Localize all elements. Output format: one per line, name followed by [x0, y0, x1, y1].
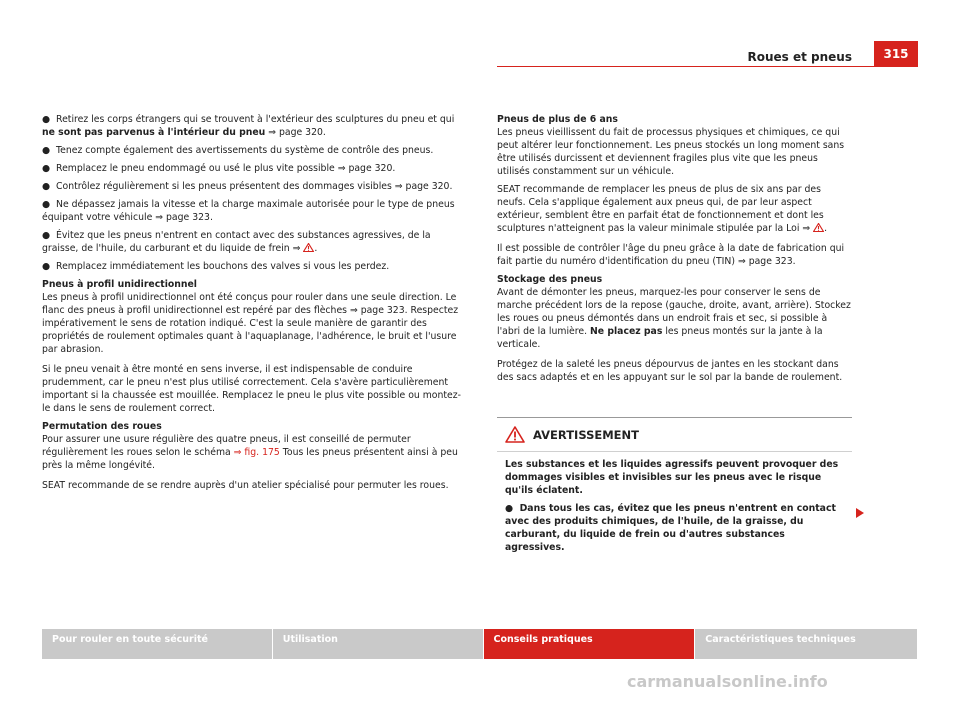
list-item: ● Contrôlez régulièrement si les pneus présentent des dommages visibles ⇒ page 320.: [42, 181, 453, 192]
warning-body: [497, 452, 852, 554]
list-item: ● Ne dépassez jamais la vitesse et la charge maximale autorisée pour le type de pneus équipant votre véhicule ⇒ page 323.: [42, 199, 455, 223]
section-heading-old-tyres: Pneus de plus de 6 ans: [497, 114, 618, 125]
paragraph-inverse: Si le pneu venait à être monté en sens inverse, il est indispensable de conduire prudemment, car le pneu n'est plus utilisé correctement. Cela s'avère particulièrement important si la chaussée est mouillée. Remplacez le pneu le plus vite possible ou montez-le dans le sens de roulement correct.: [42, 364, 461, 414]
warning-title: AVERTISSEMENT: [533, 427, 640, 442]
paragraph-tin: Il est possible de contrôler l'âge du pneu grâce à la date de fabrication qui fait partie du numéro d'identification du pneu (TIN) ⇒ page 323.: [497, 243, 845, 267]
warning-header: [497, 418, 852, 452]
right-column: [497, 113, 852, 389]
page-number: 315: [874, 41, 918, 67]
paragraph-old-tyres: Les pneus vieillissent du fait de processus physiques et chimiques, ce qui peut altérer leur fonctionnement. Les pneus stockés un long moment sans être utilisés durcissent et deviennent fragiles plus vite que les pneus utilisés constamment sur un véhicule.: [497, 127, 845, 177]
tab-technical-specs[interactable]: Caractéristiques techniques: [695, 629, 917, 659]
warning-triangle-icon[interactable]: [303, 243, 314, 252]
tab-practical-tips[interactable]: Conseils pratiques: [484, 629, 695, 659]
left-column: [42, 113, 466, 497]
warning-bullet: ● Dans tous les cas, évitez que les pneus n'entrent en contact avec des produits chimiques, de l'huile, de la graisse, du carburant, du liquide de frein ou d'autres substances agressives.: [505, 503, 836, 553]
tab-safety[interactable]: Pour rouler en toute sécurité: [42, 629, 272, 659]
paragraph-seat-rotation: SEAT recommande de se rendre auprès d'un atelier spécialisé pour permuter les roues.: [42, 480, 449, 491]
footer-nav: [42, 629, 918, 659]
continue-arrow-icon: [856, 508, 864, 518]
warning-triangle-icon[interactable]: [813, 223, 824, 232]
list-item: ● Retirez les corps étrangers qui se trouvent à l'extérieur des sculptures du pneu et qui ne sont pas parvenus à l'intérieur du pneu ⇒ page 320.: [42, 114, 455, 138]
section-heading-storage: Stockage des pneus: [497, 274, 603, 285]
paragraph-rotation: Pour assurer une usure régulière des quatre pneus, il est conseillé de permuter régulièrement les roues selon le schéma ⇒ fig. 175 Tous les pneus présentent ainsi à peu près la même longévité.: [42, 434, 458, 471]
paragraph-seat-replace: SEAT recommande de remplacer les pneus de plus de six ans par des neufs. Cela s'applique également aux pneus qui, de par leur aspect extérieur, semblent être en parfait état de fonctionnement et dont les sculptures n'atteignent pas la valeur minimale stipulée par la Loi ⇒ .: [497, 184, 828, 234]
list-item: ● Remplacez le pneu endommagé ou usé le plus vite possible ⇒ page 320.: [42, 163, 396, 174]
section-heading-unidirectional: Pneus à profil unidirectionnel: [42, 279, 197, 290]
warning-triangle-icon: [505, 426, 525, 443]
paragraph-protect: Protégez de la saleté les pneus dépourvus de jantes en les stockant dans des sacs adaptés et en les appuyant sur le sol par la bande de roulement.: [497, 359, 843, 383]
paragraph-storage: Avant de démonter les pneus, marquez-les pour conserver le sens de marche précédent lors de la repose (gauche, droite, avant, arrière). Stockez les roues ou pneus démontés dans un endroit frais et sec, si possible à l'abri de la lumière. Ne placez pas les pneus montés sur la jante à la verticale.: [497, 287, 851, 350]
page-title: Roues et pneus: [747, 50, 852, 64]
watermark: carmanualsonline.info: [627, 672, 828, 691]
warning-text: Les substances et les liquides agressifs peuvent provoquer des dommages visibles et invisibles sur les pneus avec le risque qu'ils éclatent.: [505, 459, 839, 496]
list-item: ● Remplacez immédiatement les bouchons des valves si vous les perdez.: [42, 261, 390, 272]
list-item: ● Évitez que les pneus n'entrent en contact avec des substances agressives, de la graisse, de l'huile, du carburant et du liquide de frein ⇒ .: [42, 230, 431, 254]
warning-box: [497, 417, 852, 559]
paragraph-unidirectional: Les pneus à profil unidirectionnel ont été conçus pour rouler dans une seule direction. Le flanc des pneus à profil unidirectionnel est repéré par des flèches ⇒ page 323. Respectez impérativement le sens de rotation indiqué. C'est la seule manière de garantir des propriétés de roulement optimales quant à l'aquaplanage, l'adhérence, le bruit et l'usure par abrasion.: [42, 292, 459, 355]
section-heading-rotation: Permutation des roues: [42, 421, 162, 432]
header-rule: [497, 66, 874, 67]
tab-usage[interactable]: Utilisation: [273, 629, 483, 659]
list-item: ● Tenez compte également des avertissements du système de contrôle des pneus.: [42, 145, 434, 156]
figure-link[interactable]: ⇒ fig. 175: [233, 447, 280, 458]
